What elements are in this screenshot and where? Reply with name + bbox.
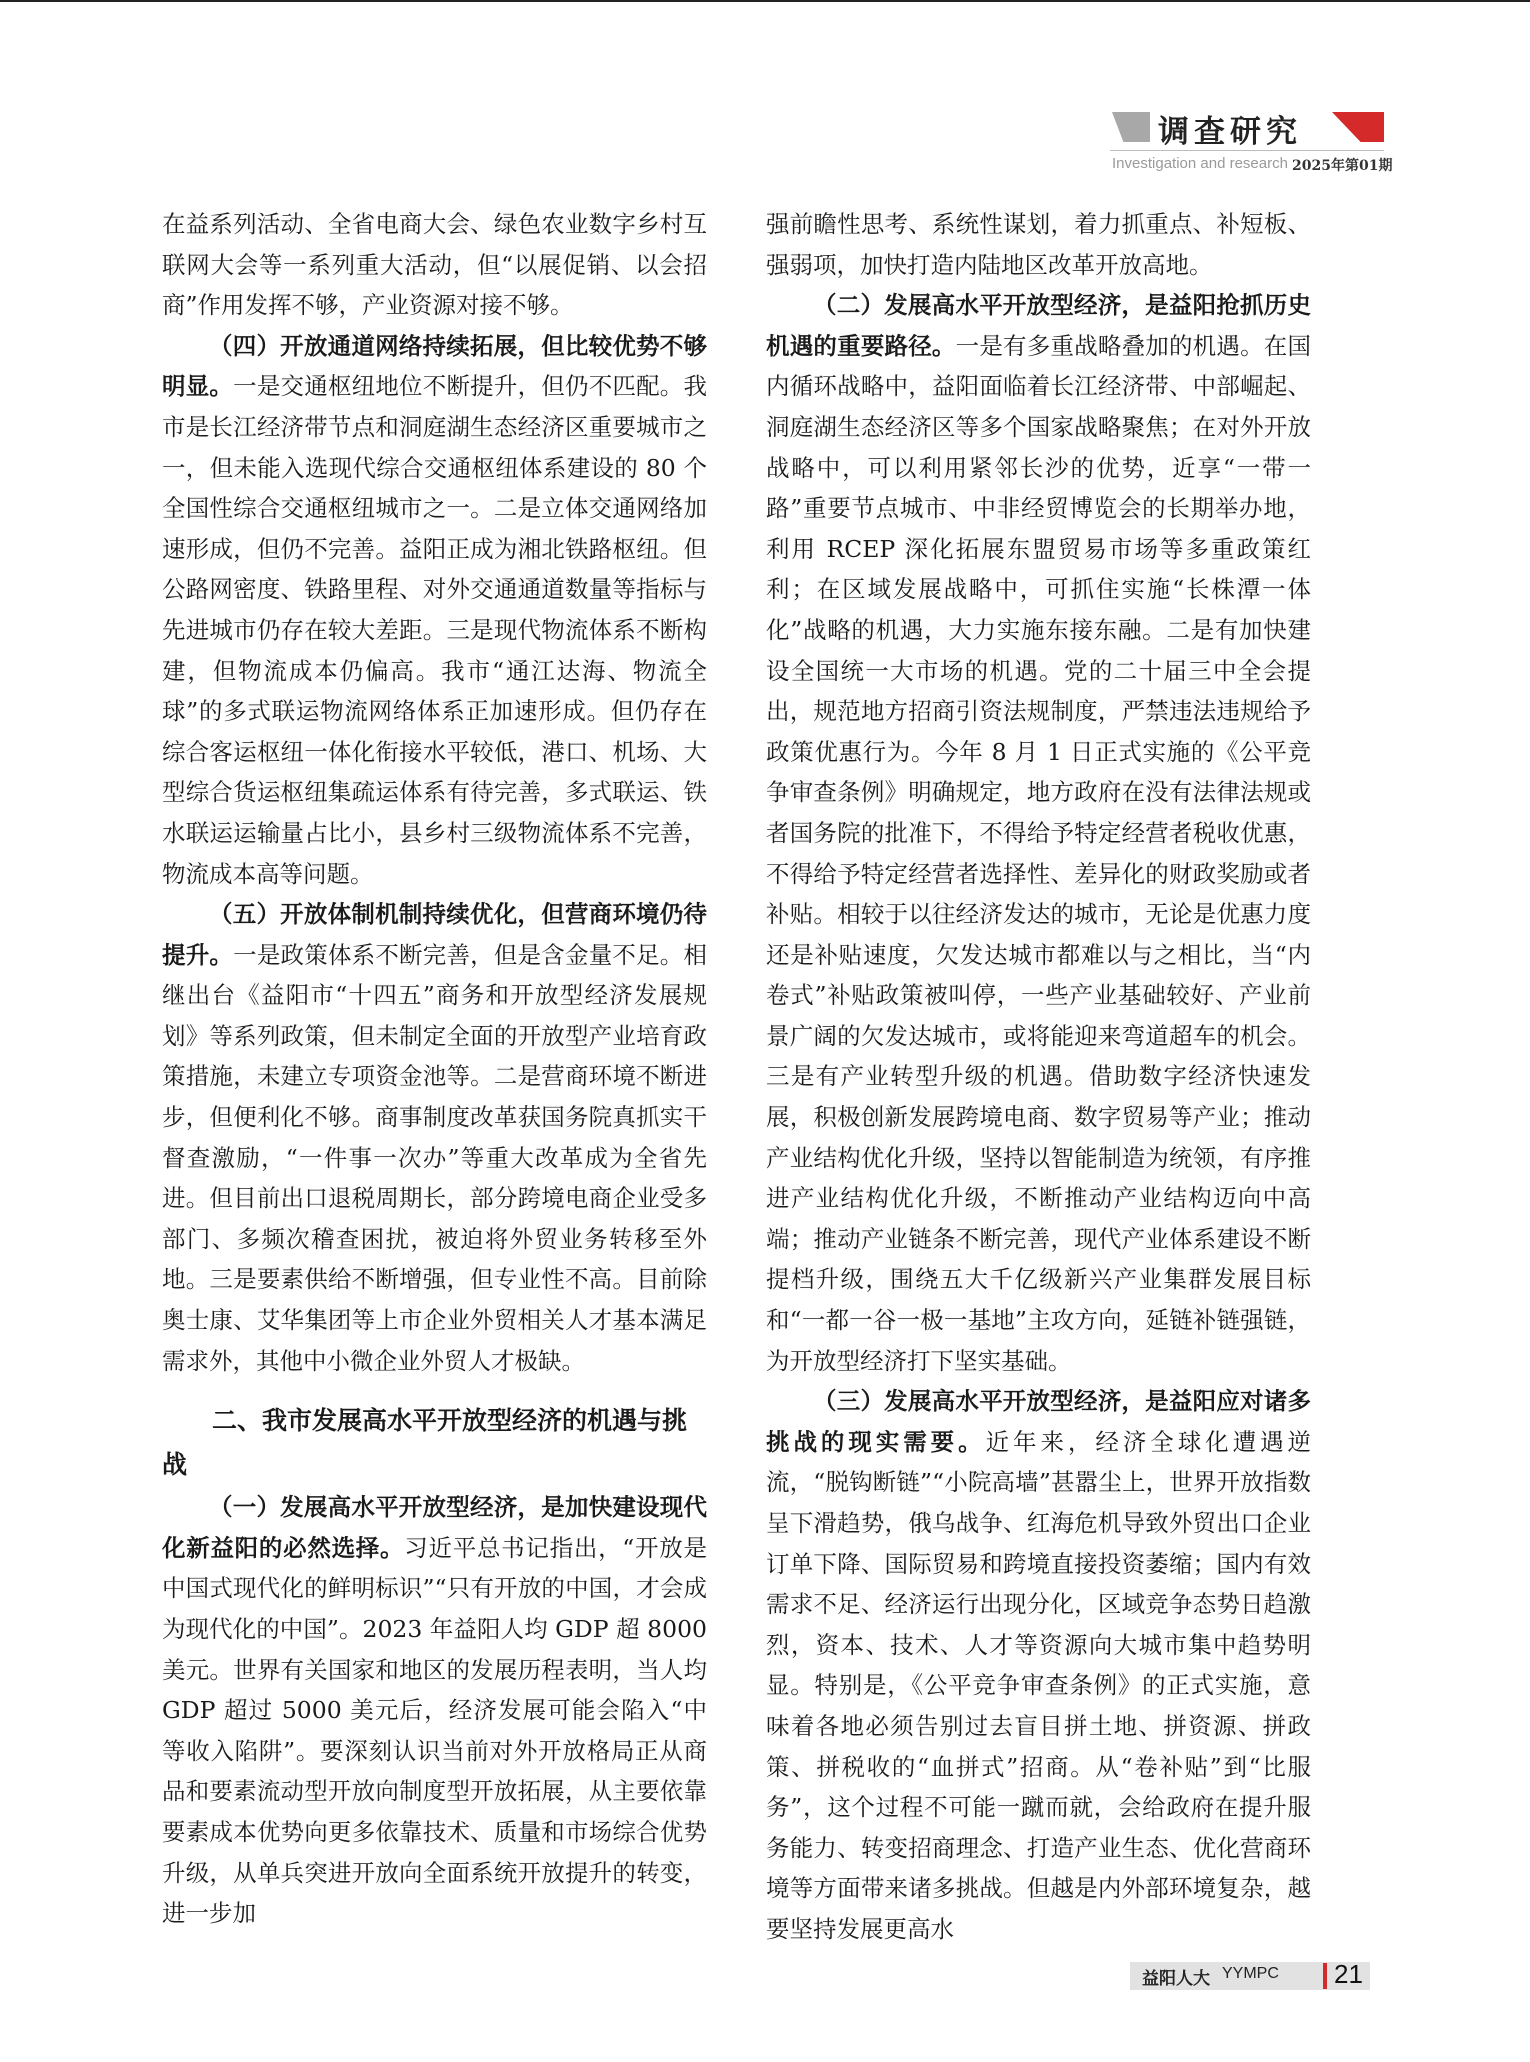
paragraph-heading: （二）发展高水平开放型经济，是益阳抢抓历史机遇的重要路径。 [766,291,1311,360]
paragraph-opportunity-two [766,285,1311,1381]
paragraph-five [162,894,707,1381]
header-divider [1110,150,1384,151]
section-header-subtitle: Investigation and research [1112,155,1288,172]
section-title: 二、我市发展高水平开放型经济的机遇与挑战 [162,1406,688,1480]
right-column [766,204,1311,1950]
section-header-title: 调查研究 [1158,114,1302,150]
header-gray-tab [1112,112,1150,142]
magazine-name: 益阳人大 [1142,1969,1210,1989]
paragraph-heading: （三）发展高水平开放型经济，是益阳应对诸多挑战的现实需要。 [766,1387,1311,1456]
paragraph-heading: （五）开放体制机制持续优化，但营商环境仍待提升。 [162,900,707,969]
magazine-abbr: YYMPC [1222,1965,1279,1982]
paragraph-continued: 在益系列活动、全省电商大会、绿色农业数字乡村互联网大会等一系列重大活动，但“以展促销、以会招商”作用发挥不够，产业资源对接不够。 [162,210,707,320]
page-number: 21 [1334,1959,1363,1989]
paragraph-heading: （一）发展高水平开放型经济，是加快建设现代化新益阳的必然选择。 [162,1493,707,1562]
paragraph-opportunity-three [766,1381,1311,1949]
paragraph-body: 近年来，经济全球化遭遇逆流，“脱钩断链”“小院高墙”甚嚣尘上，世界开放指数呈下滑趋势，俄乌战争、红海危机导致外贸出口企业订单下降、国际贸易和跨境直接投资萎缩；国内有效需求不足、经济运行出现分化，区域竞争态势日趋激烈，资本、技术、人才等资源向大城市集中趋势明显。特别是，《公平竞争审查条例》的正式实施，意味着各地必须告别过去盲目拼土地、拼资源、拼政策、拼税收的“血拼式”招商。从“卷补贴”到“比服务”，这个过程不可能一蹴而就，会给政府在提升服务能力、转变招商理念、打造产业生态、优化营商环境等方面带来诸多挑战。但越是内外部环境复杂，越要坚持发展更高水 [766,1427,1312,1943]
paragraph-heading: （四）开放通道网络持续拓展，但比较优势不够明显。 [162,331,707,401]
paragraph-four [162,326,707,894]
footer-red-marker [1323,1963,1327,1989]
top-border-line [0,0,1530,2]
left-column [162,204,707,1934]
issue-label: 2025年第01期 [1292,158,1393,174]
paragraph-body: 一是有多重战略叠加的机遇。在国内循环战略中，益阳面临着长江经济带、中部崛起、洞庭湖生态经济区等多个国家战略聚焦；在对外开放战略中，可以利用紧邻长沙的优势，近享“一带一路”重要节点城市、中非经贸博览会的长期举办地，利用 RCEP 深化拓展东盟贸易市场等多重政策红利；在区域发展战略中，可抓住实施“长株潭一体化”战略的机遇，大力实施东接东融。二是有加快建设全国统一大市场的机遇。党的二十届三中全会提出，规范地方招商引资法规制度，严禁违法违规给予政策优惠行为。今年 8 月 1 日正式实施的《公平竞争审查条例》明确规定，地方政府在没有法律法规或者国务院的批准下，不得给予特定经营者税收优惠，不得给予特定经营者选择性、差异化的财政奖励或者补贴。相较于以往经济发达的城市，无论是优惠力度还是补贴速度，欠发达城市都难以与之相比，当“内卷式”补贴政策被叫停，一些产业基础较好、产业前景广阔的欠发达城市，或将能迎来弯道超车的机会。三是有产业转型升级的机遇。借助数字经济快速发展，积极创新发展跨境电商、数字贸易等产业；推动产业结构优化升级，坚持以智能制造为统领，有序推进产业结构优化升级，不断推动产业结构迈向中高端；推动产业链条不断完善，现代产业体系建设不断提档升级，围绕五大千亿级新兴产业集群发展目标和“一都一谷一极一基地”主攻方向，延链补链强链，为开放型经济打下坚实基础。 [766,331,1312,1375]
paragraph-body: 一是交通枢纽地位不断提升，但仍不匹配。我市是长江经济带节点和洞庭湖生态经济区重要城市之一，但未能入选现代综合交通枢纽体系建设的 80 个全国性综合交通枢纽城市之一。二是立体交通网络加速形成，但仍不完善。益阳正成为湘北铁路枢纽。但公路网密度、铁路里程、对外交通通道数量等指标与先进城市仍存在较大差距。三是现代物流体系不断构建，但物流成本仍偏高。我市“通江达海、物流全球”的多式联运物流网络体系正加速形成。但仍存在综合客运枢纽一体化衔接水平较低，港口、机场、大型综合货运枢纽集疏运体系有待完善，多式联运、铁水联运运输量占比小，县乡村三级物流体系不完善，物流成本高等问题。 [162,372,708,888]
header-red-tab [1332,112,1384,142]
paragraph-opportunity-one [162,1487,707,1934]
paragraph-continued: 强前瞻性思考、系统性谋划，着力抓重点、补短板、强弱项，加快打造内陆地区改革开放高地。 [766,210,1311,279]
paragraph-body: 一是政策体系不断完善，但是含金量不足。相继出台《益阳市“十四五”商务和开放型经济发展规划》等系列政策，但未制定全面的开放型产业培育政策措施，未建立专项资金池等。二是营商环境不断进步，但便利化不够。商事制度改革获国务院真抓实干督查激励，“一件事一次办”等重大改革成为全省先进。但目前出口退税周期长，部分跨境电商企业受多部门、多频次稽查困扰，被迫将外贸业务转移至外地。三是要素供给不断增强，但专业性不高。目前除奥士康、艾华集团等上市企业外贸相关人才基本满足需求外，其他中小微企业外贸人才极缺。 [162,940,708,1375]
paragraph-body: 习近平总书记指出，“开放是中国式现代化的鲜明标识”“只有开放的中国，才会成为现代化的中国”。2023 年益阳人均 GDP 超 8000 美元。世界有关国家和地区的发展历程表明，当人均 GDP 超过 5000 美元后，经济发展可能会陷入“中等收入陷阱”。要深刻认识当前对外开放格局正从商品和要素流动型开放向制度型开放拓展，从主要依靠要素成本优势向更多依靠技术、质量和市场综合优势升级，从单兵突进开放向全面系统开放提升的转变，进一步加 [162,1533,707,1928]
